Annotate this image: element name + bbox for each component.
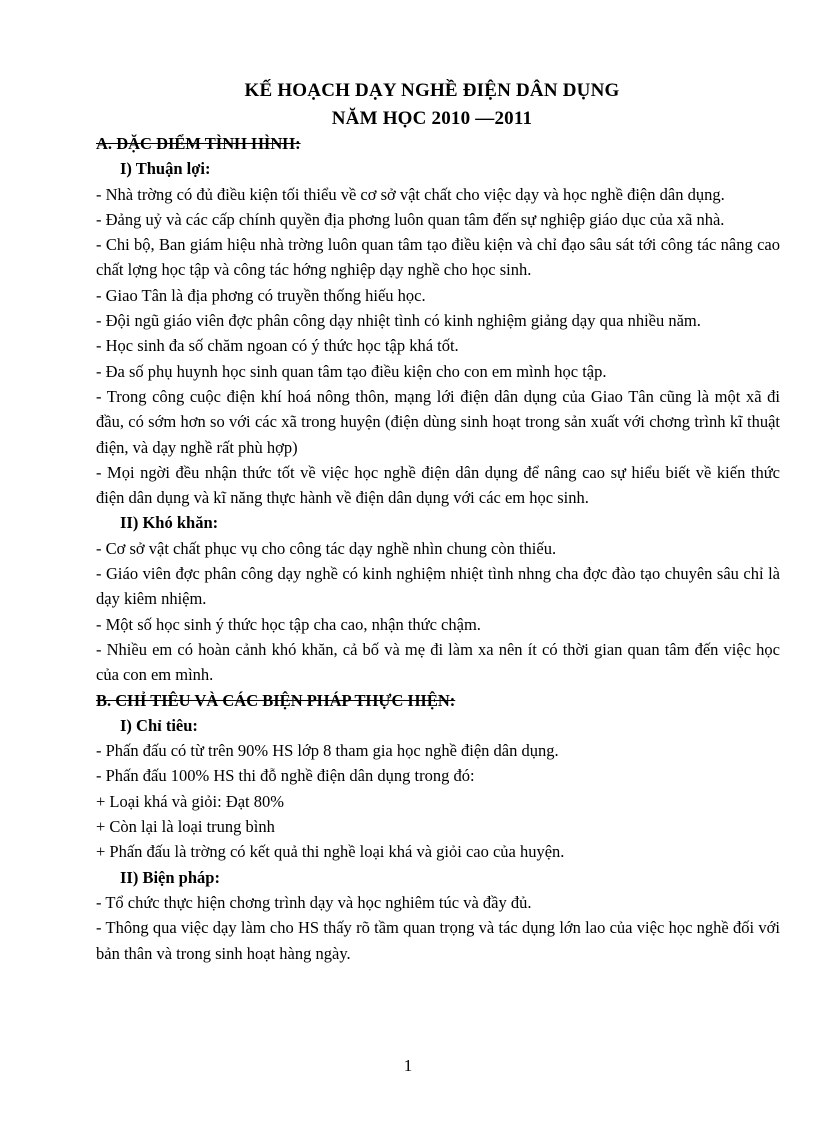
list-item: - Tổ chức thực hiện chơng trình dạy và học nghiêm túc và đầy đủ.: [96, 892, 532, 912]
section-b-sub2-heading: II) Biện pháp:: [120, 867, 220, 887]
document-body: [96, 131, 780, 966]
list-item: + Loại khá và giỏi: Đạt 80%: [96, 791, 285, 811]
list-item: - Học sinh đa số chăm ngoan có ý thức học tập khá tốt.: [96, 336, 459, 356]
list-item: - Thông qua việc dạy làm cho HS thấy rõ tầm quan trọng và tác dụng lớn lao của việc học nghề đối với bản thân và trong sinh hoạt hàng ngày.: [96, 918, 780, 963]
section-b-heading: B. CHỈ TIÊU VÀ CÁC BIỆN PHÁP THỰC HIỆN:: [96, 690, 456, 710]
list-item: - Đội ngũ giáo viên đợc phân công dạy nhiệt tình có kinh nghiệm giảng dạy qua nhiều năm.: [96, 311, 701, 331]
page-number: 1: [403, 1056, 413, 1075]
list-item: - Trong công cuộc điện khí hoá nông thôn, mạng lới điện dân dụng của Giao Tân cũng là một xã đi đầu, có sớm hơn so với các xã trong huyện (điện dùng sinh hoạt trong sản xuất với chơng trình kĩ thuật điện, và dạy nghề rất phù hợp): [96, 386, 780, 457]
list-item: - Giáo viên đợc phân công dạy nghề có kinh nghiệm nhiệt tình nhng cha đợc đào tạo chuyên sâu chỉ là dạy kiêm nhiệm.: [96, 564, 780, 609]
list-item: - Chi bộ, Ban giám hiệu nhà trờng luôn quan tâm tạo điều kiện và chỉ đạo sâu sát tới công tác nâng cao chất lợng học tập và công tác hớng nghiệp dạy nghề cho học sinh.: [96, 235, 780, 280]
document-title: KẾ HOẠCH DẠY NGHỀ ĐIỆN DÂN DỤNG: [244, 80, 620, 101]
section-a-sub2-heading: II) Khó khăn:: [120, 513, 219, 533]
list-item: - Một số học sinh ý thức học tập cha cao, nhận thức chậm.: [96, 614, 481, 634]
section-a-heading: A. ĐẶC ĐIỂM TÌNH HÌNH:: [96, 134, 301, 153]
list-item: - Cơ sở vật chất phục vụ cho công tác dạy nghề nhìn chung còn thiếu.: [96, 538, 557, 558]
list-item: - Phấn đấu có từ trên 90% HS lớp 8 tham gia học nghề điện dân dụng.: [96, 741, 559, 761]
list-item: - Mọi ngời đều nhận thức tốt về việc học nghề điện dân dụng để nâng cao sự hiểu biết về kiến thức điện dân dụng và kĩ năng thực hành về điện dân dụng với các em học sinh.: [96, 462, 780, 508]
document-subtitle-year: NĂM HỌC 2010 —2011: [331, 108, 533, 129]
list-item: - Phấn đấu 100% HS thi đỗ nghề điện dân dụng trong đó:: [96, 766, 475, 786]
list-item: - Nhiều em có hoàn cảnh khó khăn, cả bố và mẹ đi làm xa nên ít có thời gian quan tâm đến việc học của con em mình.: [96, 639, 780, 685]
list-item: - Nhà trờng có đủ điều kiện tối thiểu về cơ sở vật chất cho việc dạy và học nghề điện dân dụng.: [96, 184, 725, 204]
list-item: + Còn lại là loại trung bình: [96, 817, 275, 837]
section-b-sub1-heading: I) Chỉ tiêu:: [120, 715, 198, 735]
list-item: - Giao Tân là địa phơng có truyền thống hiếu học.: [96, 285, 426, 305]
section-a-sub1-heading: I) Thuận lợi:: [120, 159, 211, 179]
list-item: - Đảng uỷ và các cấp chính quyền địa phơng luôn quan tâm đến sự nghiệp giáo dục của xã nhà.: [96, 209, 725, 229]
list-item: - Đa số phụ huynh học sinh quan tâm tạo điều kiện cho con em mình học tập.: [96, 361, 607, 381]
list-item: + Phấn đấu là trờng có kết quả thi nghề loại khá và giỏi cao của huyện.: [96, 842, 565, 862]
